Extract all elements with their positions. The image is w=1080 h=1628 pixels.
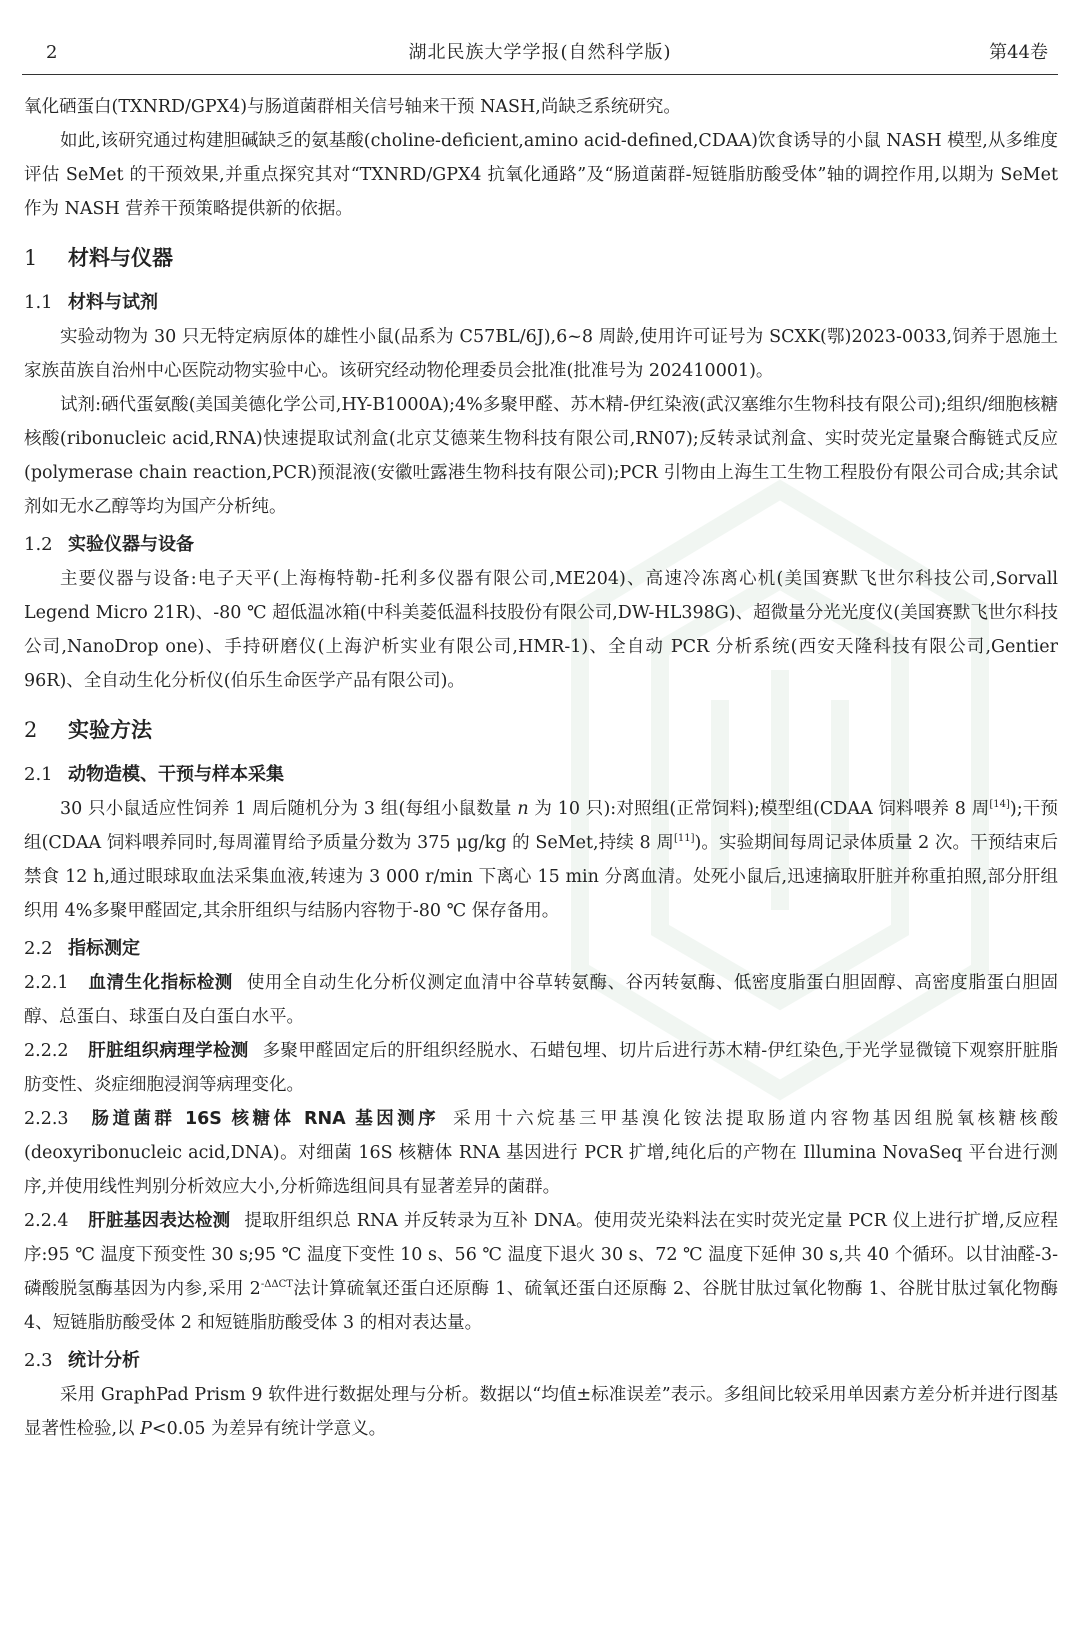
intro-paragraph-1: 氧化硒蛋白(TXNRD/GPX4)与肠道菌群相关信号轴来干预 NASH,尚缺乏系统研究。 xyxy=(24,97,681,117)
method-2-2-1: 2.2.1 血清生化指标检测 使用全自动生化分析仪测定血清中谷草转氨酶、谷丙转氨酶、低密度脂蛋白胆固醇、高密度脂蛋白胆固醇、总蛋白、球蛋白及白蛋白水平。 xyxy=(24,966,1058,1034)
subsection-heading-2-3 xyxy=(24,1344,1058,1378)
subsubsection-number: 2.2.3 xyxy=(24,1109,69,1129)
materials-paragraph-reagents: 试剂:硒代蛋氨酸(美国美德化学公司,HY-B1000A);4%多聚甲醛、苏木精-伊红染液(武汉塞维尔生物科技有限公司);组织/细胞核糖核酸(ribonucleic acid,RNA)快速提取试剂盒(北京艾德莱生物科技有限公司,RN07);反转录试剂盒、实时荧光定量聚合酶链式反应(polymerase chain reaction,PCR)预混液(安徽吐露港生物科技有限公司);PCR 引物由上海生工生物工程股份有限公司合成;其余试剂如无水乙醇等均为国产分析纯。 xyxy=(24,395,1058,517)
subsubsection-title: 血清生化指标检测 xyxy=(88,973,233,993)
materials-paragraph-animals: 实验动物为 30 只无特定病原体的雄性小鼠(品系为 C57BL/6J),6~8 周龄,使用许可证号为 SCXK(鄂)2023-0033,饲养于恩施土家族苗族自治州中心医院动物实验中心。该研究经动物伦理委员会批准(批准号为 202410001)。 xyxy=(24,327,1058,381)
subsubsection-number: 2.2.4 xyxy=(24,1211,69,1231)
subsection-number: 2.3 xyxy=(24,1350,53,1371)
section-heading-1 xyxy=(24,240,1058,276)
intro-paragraph-2: 如此,该研究通过构建胆碱缺乏的氨基酸(choline-deficient,amino acid-defined,CDAA)饮食诱导的小鼠 NASH 模型,从多维度评估 SeMet 的干预效果,并重点探究其对“TXNRD/GPX4 抗氧化通路”及“肠道菌群-短链脂肪酸受体”轴的调控作用,以期为 SeMet 作为 NASH 营养干预策略提供新的依据。 xyxy=(24,131,1058,219)
exponent-delta-ct: -ΔΔCT xyxy=(260,1279,293,1291)
subsection-title: 动物造模、干预与样本采集 xyxy=(68,764,284,785)
subsection-number: 1.1 xyxy=(24,292,53,313)
italic-p: P xyxy=(140,1419,152,1439)
volume-label: 第44卷 xyxy=(989,42,1048,63)
statistics-paragraph: 采用 GraphPad Prism 9 软件进行数据处理与分析。数据以“均值±标准误差”表示。多组间比较采用单因素方差分析并进行图基显著性检验,以 P<0.05 为差异有统计学意义。 xyxy=(24,1385,1058,1439)
section-title: 材料与仪器 xyxy=(68,246,173,270)
subsubsection-number: 2.2.2 xyxy=(24,1041,69,1061)
subsubsection-number: 2.2.1 xyxy=(24,973,69,993)
journal-name: 湖北民族大学学报(自然科学版) xyxy=(408,42,672,63)
page-number: 2 xyxy=(46,42,58,63)
header-rule xyxy=(22,74,1058,75)
section-title: 实验方法 xyxy=(68,718,152,742)
instruments-paragraph: 主要仪器与设备:电子天平(上海梅特勒-托利多仪器有限公司,ME204)、高速冷冻离心机(美国赛默飞世尔科技公司,Sorvall Legend Micro 21R)、-80 ℃ 超低温冰箱(中科美菱低温科技股份有限公司,DW-HL398G)、超微量分光光度仪(美国赛默飞世尔科技公司,NanoDrop one)、手持研磨仪(上海沪析实业有限公司,HMR-1)、全自动 PCR 分析系统(西安天隆科技有限公司,Gentier 96R)、全自动生化分析仪(伯乐生命医学产品有限公司)。 xyxy=(24,569,1058,691)
subsubsection-title: 肝脏组织病理学检测 xyxy=(88,1041,249,1061)
subsection-number: 2.1 xyxy=(24,764,53,785)
section-number: 1 xyxy=(24,246,38,270)
citation-11: [11] xyxy=(673,833,695,845)
section-heading-2 xyxy=(24,712,1058,748)
subsection-number: 2.2 xyxy=(24,938,53,959)
subsection-title: 材料与试剂 xyxy=(68,292,158,313)
citation-14: [14] xyxy=(989,799,1010,811)
subsection-heading-2-2 xyxy=(24,932,1058,966)
subsection-title: 统计分析 xyxy=(68,1350,140,1371)
subsection-title: 实验仪器与设备 xyxy=(68,534,194,555)
subsection-heading-1-2 xyxy=(24,528,1058,562)
article-body xyxy=(24,90,1058,1446)
subsection-heading-2-1 xyxy=(24,758,1058,792)
method-2-2-3: 2.2.3 肠道菌群 16S 核糖体 RNA 基因测序 采用十六烷基三甲基溴化铵法提取肠道内容物基因组脱氧核糖核酸(deoxyribonucleic acid,DNA)。对细菌 16S 核糖体 RNA 基因进行 PCR 扩增,纯化后的产物在 Illumina NovaSeq 平台进行测序,并使用线性判别分析效应大小,分析筛选组间具有显著差异的菌群。 xyxy=(24,1102,1058,1204)
running-header xyxy=(28,36,1052,70)
modeling-paragraph: 30 只小鼠适应性饲养 1 周后随机分为 3 组(每组小鼠数量 n 为 10 只):对照组(正常饲料);模型组(CDAA 饲料喂养 8 周[14]);干预组(CDAA 饲料喂养同时,每周灌胃给予质量分数为 375 μg/kg 的 SeMet,持续 8 周[11])。实验期间每周记录体质量 2 次。干预结束后禁食 12 h,通过眼球取血法采集血液,转速为 3 000 r/min 下离心 15 min 分离血清。处死小鼠后,迅速摘取肝脏并称重拍照,部分肝组织用 4%多聚甲醛固定,其余肝组织与结肠内容物于-80 ℃ 保存备用。 xyxy=(24,799,1058,921)
subsubsection-title: 肝脏基因表达检测 xyxy=(88,1211,231,1231)
section-number: 2 xyxy=(24,718,38,742)
method-2-2-2: 2.2.2 肝脏组织病理学检测 多聚甲醛固定后的肝组织经脱水、石蜡包埋、切片后进行苏木精-伊红染色,于光学显微镜下观察肝脏脂肪变性、炎症细胞浸润等病理变化。 xyxy=(24,1034,1058,1102)
italic-n: n xyxy=(517,799,529,819)
subsubsection-title: 肠道菌群 16S 核糖体 RNA 基因测序 xyxy=(88,1109,440,1129)
subsection-heading-1-1 xyxy=(24,286,1058,320)
method-2-2-4: 2.2.4 肝脏基因表达检测 提取肝组织总 RNA 并反转录为互补 DNA。使用荧光染料法在实时荧光定量 PCR 仪上进行扩增,反应程序:95 ℃ 温度下预变性 30 s;95 ℃ 温度下变性 10 s、56 ℃ 温度下退火 30 s、72 ℃ 温度下延伸 30 s,共 40 个循环。以甘油醛-3-磷酸脱氢酶基因为内参,采用 $2^{-\Delta\Delta CT}$法计算硫氧还蛋白还原酶 1、硫氧还蛋白还原酶 2、谷胱甘肽过氧化物酶 1、谷胱甘肽过氧化物酶 4、短链脂肪酸受体 2 和短链脂肪酸受体 3 的相对表达量。 xyxy=(24,1204,1058,1340)
subsection-number: 1.2 xyxy=(24,534,53,555)
subsection-title: 指标测定 xyxy=(68,938,140,959)
